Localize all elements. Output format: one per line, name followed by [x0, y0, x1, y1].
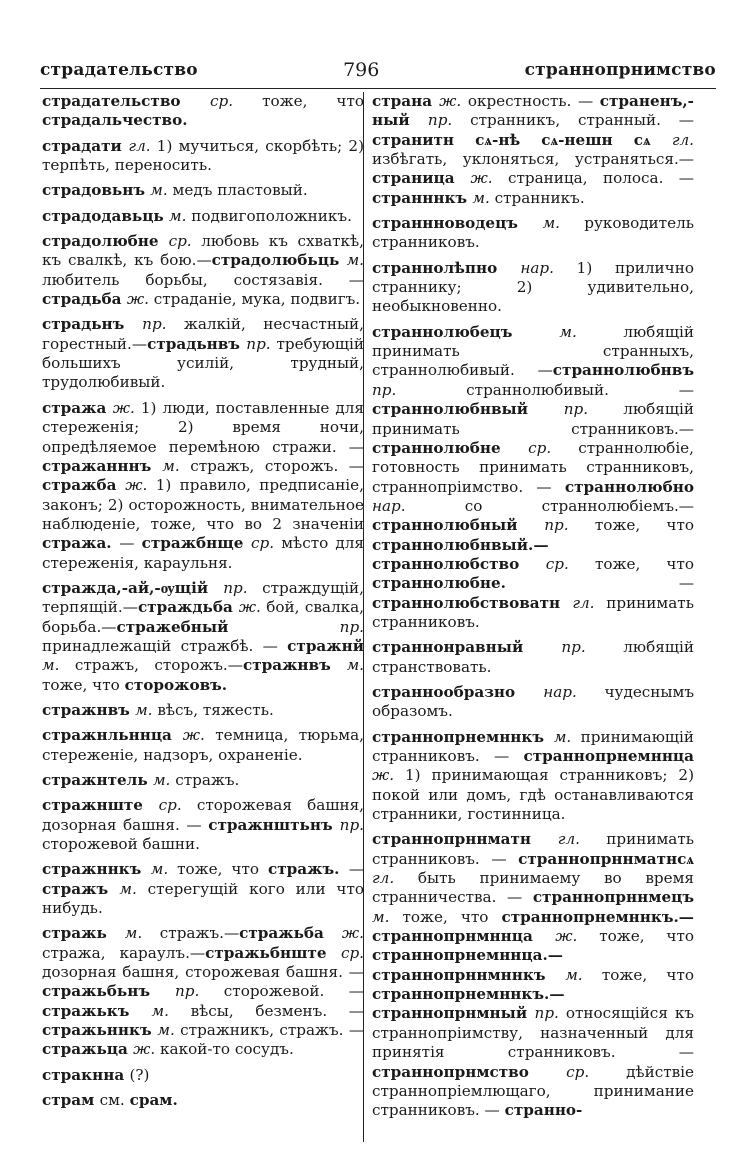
headword: страннопрнемннкъ — [372, 727, 554, 746]
headword: страдолюбьць — [211, 251, 347, 270]
definition-text: вѣсы, безменъ. — — [190, 1001, 364, 1020]
headword: страннолѣпно — [372, 258, 521, 277]
grammar-label: м. — [346, 656, 365, 675]
dictionary-entry — [372, 323, 694, 633]
definition-text: относящійся къ страннопріимству, назначенный для принятія странниковъ. — — [372, 1004, 694, 1062]
dictionary-entry — [42, 860, 364, 918]
grammar-label: ж. — [341, 924, 364, 943]
headword: страдодавьць — [42, 206, 170, 225]
definition-text: тоже, что — [601, 965, 694, 984]
definition-text: окрестность. — — [467, 92, 600, 110]
grammar-label: ж. — [126, 290, 154, 309]
grammar-label: м. — [346, 251, 364, 270]
definition-text: сторожевой башни. — [42, 835, 200, 854]
grammar-label: м. — [472, 188, 495, 207]
headword: стражнште — [42, 796, 159, 815]
headword: страннолюбствоватн — [372, 593, 573, 612]
headword: страдьнъ — [42, 315, 143, 334]
dictionary-entry — [42, 579, 364, 695]
headword: странно- — [504, 1101, 583, 1120]
headword: стражьба — [239, 924, 342, 943]
dictionary-entry — [42, 232, 364, 309]
headword: стражда,-ай,-ѹщій — [42, 578, 224, 597]
grammar-label: гл. — [572, 593, 607, 612]
headword: страннообразно — [372, 682, 544, 701]
grammar-label: ж. — [182, 726, 216, 745]
dictionary-entry — [42, 315, 364, 392]
headword: страннопрнмство — [372, 1062, 567, 1081]
definition-text: вѣсъ, тяжесть. — [157, 700, 274, 719]
grammar-label: ср. — [158, 796, 197, 815]
headword: страненъ,-ный — [372, 92, 694, 130]
headword: страннопрннматнсѧ — [518, 849, 694, 868]
headword: стражнтель — [42, 771, 153, 789]
headword: странитн сѧ-нѣ сѧ-нешн сѧ — [372, 130, 672, 149]
definition-text: со страннолюбіемъ.— — [464, 496, 694, 515]
headword: стражьннкъ — [42, 1021, 158, 1040]
grammar-label: м. — [565, 965, 602, 984]
definition-text: странникъ. — [494, 188, 585, 207]
headword: страннопрнемннкъ.— — [501, 907, 694, 926]
grammar-label: гл. — [128, 136, 157, 155]
definition-text: жалкій, несчастный, горестный.— — [42, 315, 364, 353]
definition-text: страданіе, мука, подвигъ. — [153, 290, 361, 309]
definition-text: принимать странниковъ. — — [372, 830, 694, 868]
headword: стража — [42, 398, 113, 417]
headword: стражебный — [116, 617, 340, 636]
headword: странннкъ — [372, 188, 473, 207]
running-head-left: страдательство — [40, 60, 198, 80]
dictionary-entry — [372, 92, 694, 208]
grammar-label: м. — [542, 214, 585, 233]
grammar-label: пр. — [339, 617, 364, 636]
headword: стража. — [42, 534, 120, 553]
grammar-label: ж. — [238, 598, 267, 617]
definition-text: любитель борьбы, состязавія. — — [42, 270, 364, 289]
definition-text: тоже, что — [599, 927, 695, 946]
dictionary-entry — [42, 771, 364, 790]
headword: стражь — [42, 924, 125, 943]
grammar-label: м. — [150, 860, 178, 879]
grammar-label: пр. — [427, 111, 471, 130]
header-rule — [40, 88, 716, 89]
grammar-label: м. — [135, 700, 158, 719]
definition-text: стерегущій кого или что нибудь. — [42, 879, 364, 918]
grammar-label: ср. — [528, 438, 579, 457]
definition-text: 1) люди, поставленные для стереженія; 2) время ночи, опредѣляемое перемѣною стражи. — — [42, 398, 365, 456]
headword: страннолюбнвъ — [552, 361, 694, 380]
definition-text: бой, свалка, борьба.— — [42, 598, 364, 636]
definition-text: принимать странниковъ. — [372, 593, 694, 631]
definition-text: (?) — [129, 1065, 150, 1084]
definition-text: сторожевой. — — [223, 982, 364, 1001]
definition-text: — — [678, 574, 694, 593]
headword: страм — [42, 1091, 100, 1110]
grammar-label: ж. — [372, 766, 406, 785]
headword: стражнштьнъ — [208, 815, 340, 834]
headword: стражнй — [287, 636, 364, 655]
definition-text: любящій принимать странниковъ.— — [372, 400, 694, 438]
running-head-right: страннопрнимство — [524, 60, 716, 80]
grammar-label: ср. — [340, 943, 364, 962]
grammar-label: м. — [559, 322, 624, 341]
dictionary-entry — [42, 399, 364, 573]
definition-text: тоже, что — [594, 554, 694, 573]
headword: стражъ — [42, 879, 120, 898]
grammar-label: гл. — [372, 869, 418, 888]
grammar-label: ср. — [545, 554, 595, 573]
headword: стражннкъ — [42, 860, 151, 879]
headword: страннопрннмецъ — [532, 888, 694, 907]
grammar-label: м. — [124, 924, 160, 943]
grammar-label: м. — [553, 727, 581, 746]
grammar-label: м. — [169, 206, 192, 225]
headword: стражнвъ — [42, 700, 136, 719]
grammar-label: пр. — [174, 982, 224, 1001]
grammar-label: ж. — [125, 476, 156, 495]
dictionary-entry — [42, 92, 364, 131]
headword: страдьнвъ — [147, 334, 247, 353]
headword: страдательство — [42, 92, 210, 110]
dictionary-entry — [42, 181, 364, 200]
headword: стражьца — [42, 1040, 134, 1059]
headword: страннноводецъ — [372, 214, 543, 233]
definition-text: — — [348, 860, 364, 879]
grammar-label: пр. — [246, 334, 277, 353]
definition-text: мѣсто для стереженія, караульня. — [42, 534, 365, 572]
grammar-label: ср. — [566, 1062, 627, 1081]
grammar-label: ж. — [555, 927, 600, 946]
definition-text: какой-то сосудъ. — [160, 1040, 294, 1059]
dictionary-entry — [42, 726, 364, 765]
definition-text: темница, тюрьма, стереженіе, надзоръ, охраненіе. — [42, 726, 365, 764]
headword: страница — [372, 169, 471, 188]
headword: страннопрнемннца — [523, 747, 694, 765]
definition-text: любящій странствовать. — [372, 638, 694, 676]
dictionary-entry — [42, 1066, 364, 1085]
grammar-label: м. — [42, 656, 75, 675]
page-header — [40, 50, 716, 90]
headword: страннопрнмннца — [372, 927, 556, 946]
grammar-label: пр. — [142, 315, 184, 334]
left-column — [42, 92, 364, 1111]
headword: страннолюбнвый.— — [372, 535, 549, 554]
dictionary-entry — [42, 796, 364, 854]
grammar-label: ж. — [439, 92, 468, 110]
right-column — [372, 92, 694, 1121]
definition-text: 1) прилично страннику; 2) удивительно, необыкновенно. — [372, 258, 694, 316]
definition-text: стражъ, сторожъ.— — [74, 656, 243, 675]
grammar-label: м. — [119, 879, 148, 898]
definition-text: любовь къ схваткѣ, къ свалкѣ, къ бою.— — [42, 232, 364, 270]
dictionary-entry — [372, 259, 694, 317]
definition-text: — — [119, 534, 142, 553]
dictionary-entry — [372, 638, 694, 677]
headword: страннопрнемннкъ.— — [372, 985, 565, 1004]
definition-text: дѣйствіе страннопріемлющаго, принимание странниковъ. — — [372, 1062, 695, 1120]
dictionary-entry — [372, 214, 694, 253]
dictionary-entry — [372, 830, 694, 1120]
headword: страннопрнемннца.— — [372, 946, 563, 965]
dictionary-entry — [42, 137, 364, 176]
headword: сторожовъ. — [124, 675, 228, 694]
headword: страна — [372, 92, 440, 110]
headword: страдовьнъ — [42, 181, 151, 200]
grammar-label: пр. — [372, 380, 467, 399]
definition-text: избѣгать, уклоняться, устраняться.— — [372, 150, 694, 169]
definition-text: стража, караулъ.— — [42, 943, 206, 962]
headword: стражькъ — [42, 1001, 152, 1020]
dictionary-entry — [372, 683, 694, 722]
definition-text: страница, полоса. — — [507, 169, 694, 188]
definition-text: быть принимаему во время странничества. — — [372, 869, 694, 907]
definition-text: медъ пластовый. — [172, 181, 308, 200]
headword: срам. — [129, 1091, 178, 1110]
headword: страннолюбецъ — [372, 322, 560, 341]
grammar-label: м. — [152, 771, 176, 789]
grammar-label: м. — [150, 181, 173, 200]
headword: стракнна — [42, 1065, 130, 1084]
definition-text: тоже, что — [42, 675, 125, 694]
definition-text: 1) принимающая странниковъ; 2) покой или домъ, гдѣ останавливаются странники, гостинница. — [372, 766, 694, 824]
headword: стражьбнште — [205, 943, 341, 962]
headword: стражъ. — [267, 860, 349, 879]
grammar-label: м. — [372, 907, 403, 926]
grammar-label: пр. — [223, 578, 263, 597]
grammar-label: нар. — [372, 496, 465, 515]
definition-text: дозорная башня, сторожевая башня. — — [42, 963, 364, 982]
headword: страдолюбне — [42, 232, 169, 251]
grammar-label: пр. — [534, 1004, 566, 1023]
definition-text: тоже, что — [594, 516, 694, 535]
definition-text: 1) мучиться, скорбѣть; 2) терпѣть, переносить. — [42, 136, 364, 175]
definition-text: см. — [99, 1091, 130, 1110]
headword: страннопрнмный — [372, 1004, 535, 1023]
definition-text: руководитель странниковъ. — [372, 214, 694, 252]
definition-text: сторожевая башня, дозорная башня. — — [42, 796, 364, 834]
definition-text: требующій большихъ усилій, трудный, трудолюбивый. — [42, 334, 364, 392]
definition-text: странникъ, странный. — — [470, 111, 694, 130]
headword: стражьбьнъ — [42, 982, 175, 1001]
grammar-label: ж. — [112, 398, 141, 417]
definition-text: стражъ. — [175, 771, 240, 789]
definition-text: стражъ.— — [159, 924, 240, 943]
definition-text: стражъ, сторожъ. — — [190, 456, 364, 475]
headword: страдати — [42, 136, 129, 155]
grammar-label: гл. — [671, 130, 694, 149]
headword: стражнвъ — [242, 656, 347, 675]
definition-text: страннолюбивый. — — [466, 380, 694, 399]
definition-text: страннолюбіе, готовность принимать странниковъ, страннопріимство. — — [372, 438, 694, 496]
dictionary-entry — [42, 207, 364, 226]
headword: страннолюбне — [372, 438, 529, 457]
grammar-label: ж. — [133, 1040, 161, 1059]
headword: страждьба — [137, 598, 239, 617]
headword: страннопрннмннкъ — [372, 965, 566, 984]
grammar-label: м. — [162, 456, 191, 475]
grammar-label: м. — [157, 1021, 181, 1040]
headword: страннопрннматн — [372, 830, 558, 849]
grammar-label: нар. — [543, 682, 605, 701]
grammar-label: м. — [151, 1001, 191, 1020]
headword: страдальчество. — [42, 111, 188, 130]
definition-text: стражникъ, стражъ. — — [180, 1021, 365, 1040]
grammar-label: ср. — [168, 232, 202, 251]
headword: стражанннъ — [42, 456, 163, 475]
headword: страннолюбне. — [372, 574, 679, 593]
dictionary-entry — [42, 1091, 364, 1110]
headword: стражбнще — [141, 534, 251, 553]
definition-text: подвигоположникъ. — [191, 206, 352, 225]
grammar-label: ср. — [209, 92, 263, 110]
definition-text: 1) правило, предписаніе, законъ; 2) осторожность, внимательное наблюденіе, тоже, что во 2 значеніи — [42, 476, 364, 533]
headword: страдьба — [42, 290, 127, 309]
headword: страннолюбный — [372, 516, 545, 535]
grammar-label: нар. — [520, 258, 577, 277]
grammar-label: пр. — [339, 815, 364, 834]
dictionary-entry — [42, 924, 364, 1059]
definition-text: чудеснымъ образомъ. — [372, 682, 694, 721]
definition-text: принадлежащій стражбѣ. — — [42, 636, 288, 655]
definition-text: тоже, что — [402, 907, 502, 926]
grammar-label: пр. — [544, 516, 595, 535]
grammar-label: гл. — [557, 830, 607, 849]
headword: страннолюбно — [564, 477, 694, 496]
headword: страннолюбство — [372, 554, 546, 573]
page-number: 796 — [343, 59, 380, 81]
grammar-label: ж. — [470, 169, 508, 188]
headword: страннонравный — [372, 638, 562, 657]
definition-text: тоже, что — [262, 92, 364, 110]
headword: стражба — [42, 476, 126, 495]
definition-text: тоже, что — [177, 860, 268, 879]
headword: стражнльннца — [42, 726, 183, 745]
grammar-label: ср. — [251, 534, 282, 553]
grammar-label: пр. — [561, 638, 624, 657]
definition-text: страждущій, терпящій.— — [42, 578, 364, 617]
dictionary-entry — [42, 701, 364, 720]
definition-text: принимающій странниковъ. — — [372, 727, 695, 765]
definition-text: любящій принимать странныхъ, страннолюбивый. — — [372, 322, 695, 380]
dictionary-entry — [372, 728, 694, 825]
grammar-label: пр. — [563, 400, 624, 419]
headword: страннолюбнвый — [372, 400, 564, 419]
